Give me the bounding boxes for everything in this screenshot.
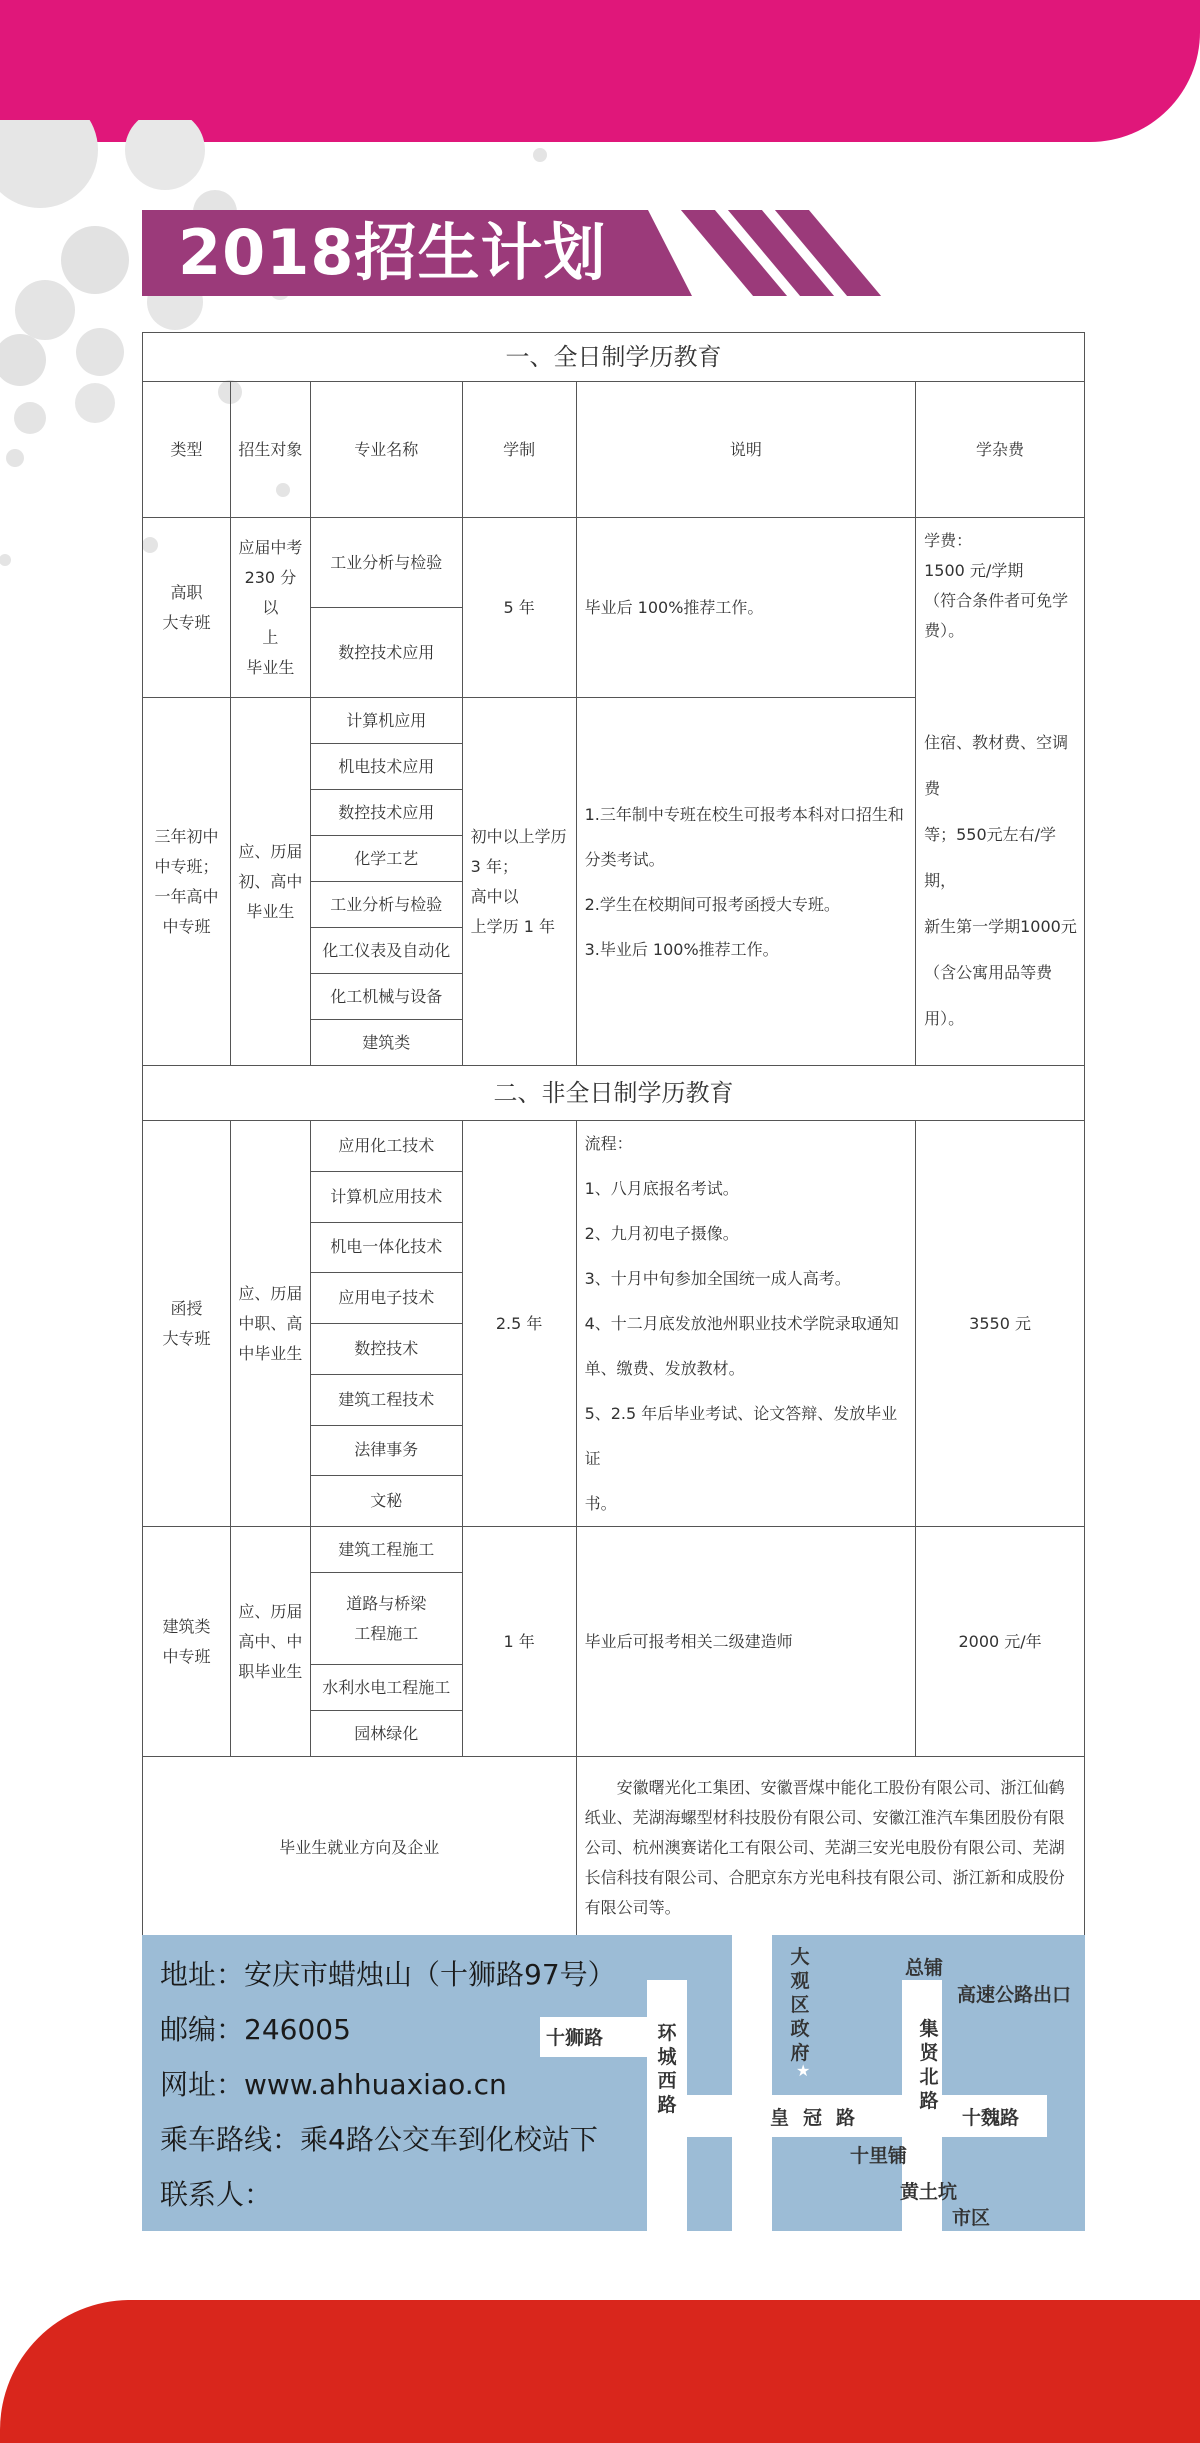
major-cell: 建筑工程施工 bbox=[310, 1527, 462, 1573]
page-title: 2018招生计划 bbox=[178, 216, 607, 289]
type-cell: 三年初中 中专班； 一年高中 中专班 bbox=[143, 698, 231, 1066]
duration-cell: 5 年 bbox=[462, 518, 576, 698]
target-cell: 应、历届 高中、中 职毕业生 bbox=[230, 1527, 310, 1757]
fee-cell: 住宿、教材费、空调费 等；550元左右/学期， 新生第一学期1000元 （含公寓用品等费用）。 bbox=[916, 698, 1085, 1066]
map-label-gaosu: 高速公路出口 bbox=[957, 1984, 1072, 2006]
fee-cell: 学费： 1500 元/学期 （符合条件者可免学 费）。 bbox=[916, 518, 1085, 698]
contact-panel bbox=[142, 1935, 1085, 2231]
header-description: 说明 bbox=[576, 382, 916, 518]
website-link[interactable]: 网址：www.ahhuaxiao.cn bbox=[160, 2068, 507, 2101]
major-cell: 数控技术 bbox=[310, 1324, 462, 1375]
major-cell: 工业分析与检验 bbox=[310, 882, 462, 928]
map-label-shiwei: 十魏路 bbox=[962, 2107, 1020, 2129]
duration-cell: 初中以上学历 3 年； 高中以 上学历 1 年 bbox=[462, 698, 576, 1066]
major-cell: 化工机械与设备 bbox=[310, 974, 462, 1020]
address-text: 地址：安庆市蜡烛山（十狮路97号） bbox=[160, 1958, 616, 1991]
major-cell: 文秘 bbox=[310, 1476, 462, 1527]
target-cell: 应、历届 中职、高 中毕业生 bbox=[230, 1121, 310, 1527]
employment-label: 毕业生就业方向及企业 bbox=[143, 1757, 577, 1939]
header-major: 专业名称 bbox=[310, 382, 462, 518]
header-fee: 学杂费 bbox=[916, 382, 1085, 518]
bottom-banner bbox=[0, 2300, 1200, 2443]
section-fulltime: 一、全日制学历教育 bbox=[143, 333, 1085, 382]
major-cell: 数控技术应用 bbox=[310, 608, 462, 698]
major-cell: 水利水电工程施工 bbox=[310, 1665, 462, 1711]
major-cell: 法律事务 bbox=[310, 1425, 462, 1476]
header-type: 类型 bbox=[143, 382, 231, 518]
section-parttime: 二、非全日制学历教育 bbox=[143, 1066, 1085, 1121]
employment-row bbox=[143, 1757, 1085, 1939]
government-star-icon: ★ bbox=[796, 2061, 811, 2080]
postcode-text: 邮编：246005 bbox=[160, 2013, 351, 2046]
major-cell: 机电一体化技术 bbox=[310, 1222, 462, 1273]
major-cell: 化学工艺 bbox=[310, 836, 462, 882]
description-cell: 毕业后可报考相关二级建造师 bbox=[576, 1527, 916, 1757]
major-cell: 化工仪表及自动化 bbox=[310, 928, 462, 974]
contact-info bbox=[160, 1947, 616, 2222]
type-cell: 函授 大专班 bbox=[143, 1121, 231, 1527]
major-cell: 计算机应用 bbox=[310, 698, 462, 744]
target-cell: 应届中考 230 分以 上 毕业生 bbox=[230, 518, 310, 698]
description-cell: 流程： 1、八月底报名考试。 2、九月初电子摄像。 3、十月中旬参加全国统一成人高考。 4、十二月底发放池州职业技术学院录取通知 单、缴费、发放教材。 5、2.5 年后毕业考试、论文答辩、发放毕业证 书。 bbox=[576, 1121, 916, 1527]
description-cell: 毕业后 100%推荐工作。 bbox=[576, 518, 916, 698]
major-cell: 应用化工技术 bbox=[310, 1121, 462, 1172]
bus-route-text: 乘车路线：乘4路公交车到化校站下 bbox=[160, 2123, 598, 2156]
title-banner bbox=[142, 210, 862, 296]
major-cell: 应用电子技术 bbox=[310, 1273, 462, 1324]
target-cell: 应、历届 初、高中 毕业生 bbox=[230, 698, 310, 1066]
map-label-shiqu: 市区 bbox=[952, 2207, 991, 2229]
duration-cell: 1 年 bbox=[462, 1527, 576, 1757]
map-label-zongpu: 总铺 bbox=[905, 1957, 944, 1979]
header-duration: 学制 bbox=[462, 382, 576, 518]
major-cell: 计算机应用技术 bbox=[310, 1171, 462, 1222]
type-cell: 建筑类 中专班 bbox=[143, 1527, 231, 1757]
map-label-shishi: 十狮路 bbox=[546, 2027, 604, 2049]
major-cell: 机电技术应用 bbox=[310, 744, 462, 790]
major-cell: 园林绿化 bbox=[310, 1711, 462, 1757]
table-row bbox=[143, 698, 1085, 744]
table-row bbox=[143, 1527, 1085, 1573]
header-row bbox=[143, 382, 1085, 518]
road-daguan bbox=[732, 1935, 772, 2231]
header-target: 招生对象 bbox=[230, 382, 310, 518]
employment-companies: 安徽曙光化工集团、安徽晋煤中能化工股份有限公司、浙江仙鹤纸业、芜湖海螺型材科技股份有限公司、安徽江淮汽车集团股份有限公司、杭州澳赛诺化工有限公司、芜湖三安光电股份有限公司、芜湖长信科技有限公司、合肥京东方光电科技有限公司、浙江新和成股份有限公司等。 bbox=[576, 1757, 1084, 1939]
enrollment-table bbox=[142, 332, 1085, 1939]
major-cell: 建筑工程技术 bbox=[310, 1374, 462, 1425]
map-label-huancheng: 环城西路 bbox=[657, 2022, 677, 2116]
type-cell: 高职 大专班 bbox=[143, 518, 231, 698]
description-cell: 1.三年制中专班在校生可报考本科对口招生和 分类考试。 2.学生在校期间可报考函授大专班。 3.毕业后 100%推荐工作。 bbox=[576, 698, 916, 1066]
map-label-huangtukeng: 黄土坑 bbox=[900, 2181, 958, 2203]
table-row bbox=[143, 518, 1085, 608]
table-row bbox=[143, 1121, 1085, 1172]
major-cell: 工业分析与检验 bbox=[310, 518, 462, 608]
map-label-daguan: 大观区政府 bbox=[790, 1946, 810, 2064]
map-label-huangguan: 皇冠路 bbox=[770, 2107, 870, 2129]
major-cell: 建筑类 bbox=[310, 1020, 462, 1066]
contact-person-text: 联系人： bbox=[160, 2178, 273, 2211]
map-label-shilipu: 十里铺 bbox=[850, 2145, 908, 2167]
map-label-jixian: 集贤北路 bbox=[919, 2018, 939, 2112]
fee-cell: 2000 元/年 bbox=[916, 1527, 1085, 1757]
major-cell: 数控技术应用 bbox=[310, 790, 462, 836]
fee-cell: 3550 元 bbox=[916, 1121, 1085, 1527]
duration-cell: 2.5 年 bbox=[462, 1121, 576, 1527]
major-cell: 道路与桥梁 工程施工 bbox=[310, 1573, 462, 1665]
